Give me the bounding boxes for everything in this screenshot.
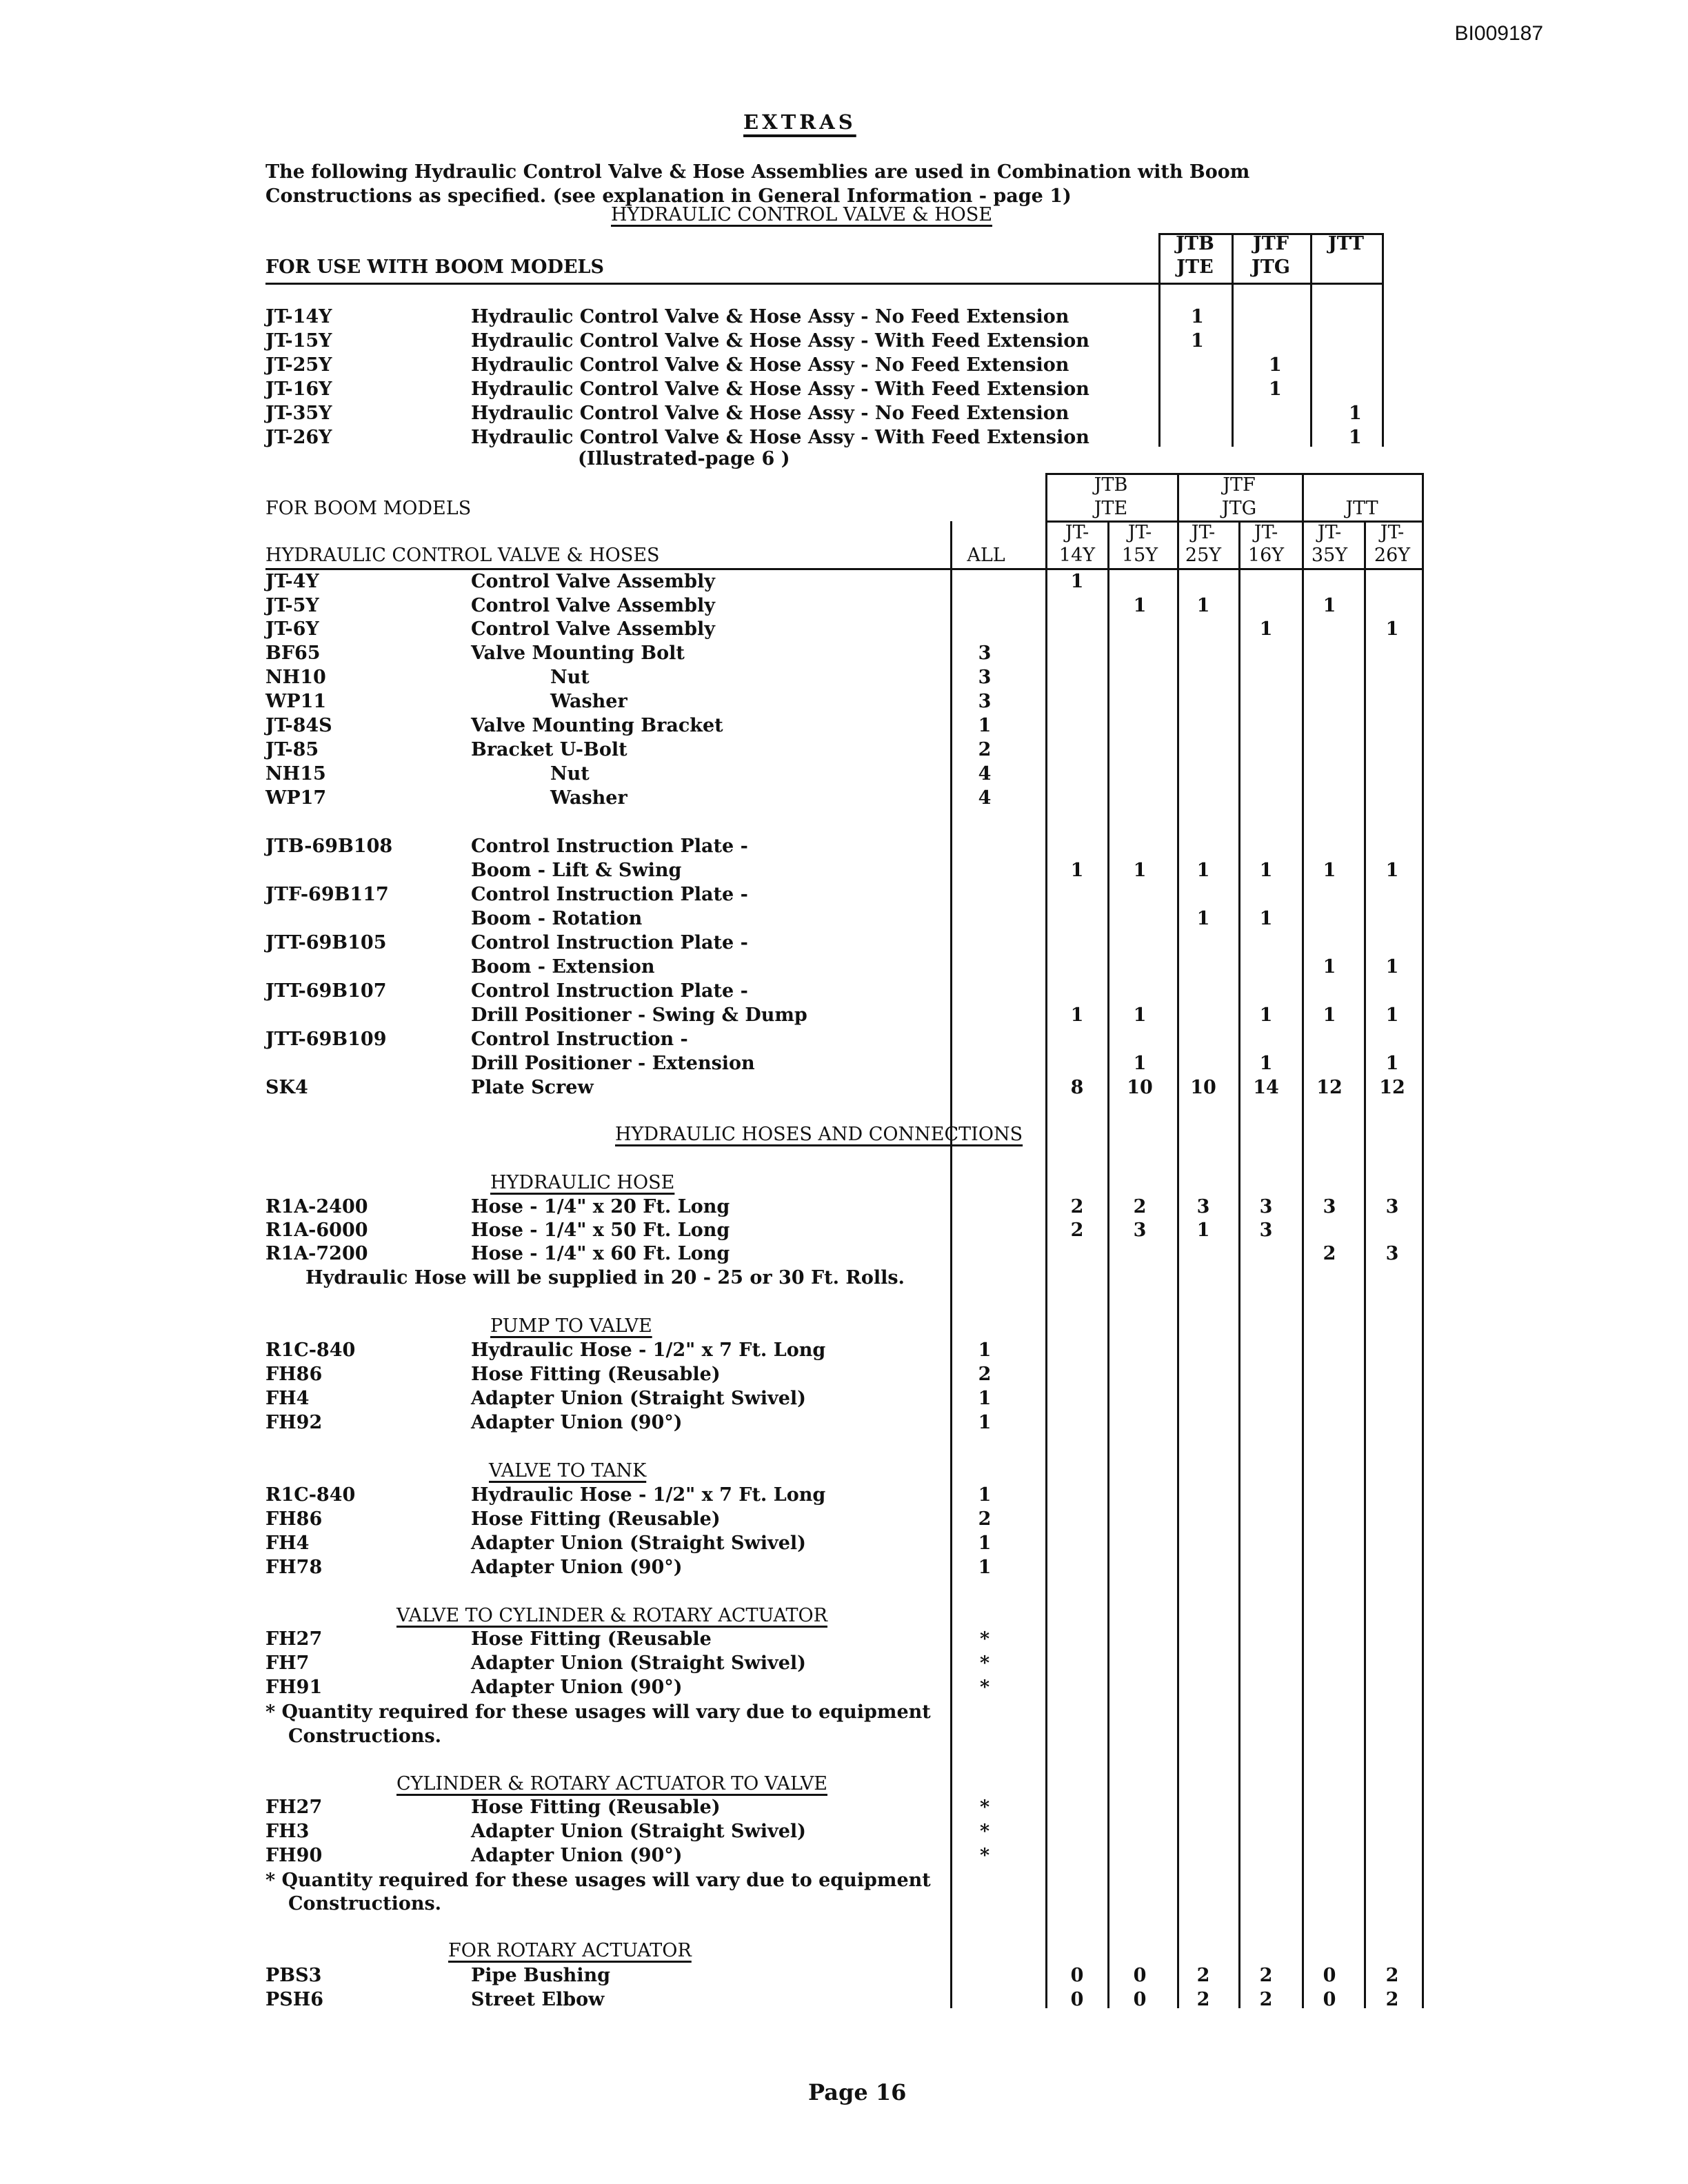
top-table-row-qty: 1 — [1191, 330, 1204, 352]
rotary-quantity: 0 — [1323, 1965, 1336, 1986]
part-description: Washer — [550, 787, 627, 809]
model-column-header: JT- — [1254, 522, 1278, 543]
group-header-top: JTF — [1223, 474, 1256, 496]
top-table-row-code: JT-26Y — [265, 427, 332, 448]
valve-to-cylinder-description: Adapter Union (90°) — [471, 1677, 683, 1698]
top-table-row-qty: 1 — [1349, 427, 1362, 448]
main-table-header-rule — [265, 568, 1422, 570]
part-description: Drill Positioner - Extension — [471, 1053, 755, 1074]
model-column-header: 16Y — [1247, 545, 1285, 566]
top-table-column-line — [1310, 233, 1312, 447]
cylinder-to-valve-all-quantity: * — [979, 1845, 990, 1866]
rotary-quantity: 2 — [1385, 1965, 1399, 1986]
part-code: JTF-69B117 — [265, 884, 389, 905]
top-table-col-header: JTF — [1252, 233, 1289, 254]
all-quantity: 2 — [978, 739, 992, 760]
quantity-note: * Quantity required for these usages will vary due to equipment — [265, 1870, 931, 1891]
model-column-header: 14Y — [1058, 545, 1096, 566]
top-table-row-desc: Hydraulic Control Valve & Hose Assy - No Feed Extension — [471, 306, 1069, 327]
part-description: Valve Mounting Bolt — [471, 643, 685, 664]
part-description: Nut — [550, 667, 590, 688]
pump-to-valve-code: R1C-840 — [265, 1339, 356, 1361]
group-header-top: JTB — [1094, 474, 1128, 496]
model-quantity: 1 — [1259, 908, 1273, 929]
all-quantity: 3 — [978, 667, 992, 688]
rotary-code: PSH6 — [265, 1989, 324, 2010]
main-table-header-valve-hoses: HYDRAULIC CONTROL VALVE & HOSES — [265, 545, 660, 566]
part-description: Control Valve Assembly — [471, 595, 715, 616]
top-table-header-rule — [265, 283, 1382, 285]
model-column-header: JT- — [1317, 522, 1342, 543]
quantity-note-cont: Constructions. — [288, 1726, 442, 1747]
model-quantity: 10 — [1127, 1077, 1153, 1098]
hose-quantity: 3 — [1133, 1220, 1147, 1241]
model-column-header: 25Y — [1185, 545, 1222, 566]
top-table-row-desc: Hydraulic Control Valve & Hose Assy - With Feed Extension — [471, 427, 1089, 448]
top-table-column-line — [1232, 233, 1234, 447]
quantity-note-cont: Constructions. — [288, 1893, 442, 1914]
top-table-col-header: JTT — [1328, 233, 1364, 254]
valve-to-cylinder-code: FH91 — [265, 1677, 323, 1698]
valve-to-cylinder-description: Adapter Union (Straight Swivel) — [471, 1652, 806, 1674]
model-column-header: 35Y — [1311, 545, 1348, 566]
model-column-header: 26Y — [1374, 545, 1411, 566]
hose-code: R1A-7200 — [265, 1243, 368, 1264]
hose-description: Hose - 1/4" x 20 Ft. Long — [471, 1196, 730, 1217]
part-description: Control Instruction Plate - — [471, 980, 748, 1002]
page-number: Page 16 — [808, 2079, 907, 2105]
model-quantity: 1 — [1323, 956, 1336, 978]
part-code: JT-84S — [265, 715, 332, 736]
rotary-quantity: 2 — [1259, 1965, 1273, 1986]
model-quantity: 1 — [1385, 956, 1399, 978]
model-quantity: 1 — [1196, 860, 1210, 881]
top-table-row-qty: 1 — [1349, 403, 1362, 424]
model-quantity: 1 — [1323, 1004, 1336, 1026]
valve-to-cylinder-title: VALVE TO CYLINDER & ROTARY ACTUATOR — [396, 1605, 827, 1626]
part-description: Nut — [550, 763, 590, 785]
top-table-row-desc: Hydraulic Control Valve & Hose Assy - With Feed Extension — [471, 330, 1089, 352]
model-quantity: 1 — [1259, 860, 1273, 881]
pump-to-valve-description: Adapter Union (90°) — [471, 1412, 683, 1433]
rotary-quantity: 0 — [1070, 1965, 1084, 1986]
part-code: BF65 — [265, 643, 321, 664]
part-description: Valve Mounting Bracket — [471, 715, 723, 736]
valve-to-tank-description: Hydraulic Hose - 1/2" x 7 Ft. Long — [471, 1484, 826, 1506]
part-code: NH15 — [265, 763, 326, 785]
pump-to-valve-title: PUMP TO VALVE — [490, 1315, 652, 1337]
valve-to-cylinder-description: Hose Fitting (Reusable — [471, 1628, 712, 1650]
rotary-quantity: 2 — [1259, 1989, 1273, 2010]
group-jtt-left-line — [1302, 473, 1304, 2008]
top-table-row-desc: Hydraulic Control Valve & Hose Assy - No Feed Extension — [471, 354, 1069, 376]
valve-to-tank-code: R1C-840 — [265, 1484, 356, 1506]
hydraulic-control-valve-hose-title: HYDRAULIC CONTROL VALVE & HOSE — [611, 204, 993, 225]
rotary-quantity: 0 — [1323, 1989, 1336, 2010]
cylinder-to-valve-code: FH3 — [265, 1821, 310, 1842]
quantity-note: * Quantity required for these usages will vary due to equipment — [265, 1701, 931, 1723]
part-description: Bracket U-Bolt — [471, 739, 627, 760]
part-description: Control Valve Assembly — [471, 571, 715, 592]
document-id: BI009187 — [1454, 22, 1543, 45]
hydraulic-hose-note: Hydraulic Hose will be supplied in 20 - 25 or 30 Ft. Rolls. — [305, 1267, 905, 1288]
cylinder-to-valve-all-quantity: * — [979, 1821, 990, 1842]
rotary-quantity: 0 — [1070, 1989, 1084, 2010]
hose-quantity: 2 — [1323, 1243, 1336, 1264]
valve-to-cylinder-all-quantity: * — [979, 1628, 990, 1650]
pump-to-valve-code: FH92 — [265, 1412, 323, 1433]
top-table-row-qty: 1 — [1269, 354, 1282, 376]
part-description: Control Valve Assembly — [471, 618, 715, 640]
cylinder-to-valve-all-quantity: * — [979, 1797, 990, 1818]
model-quantity: 1 — [1385, 860, 1399, 881]
part-description: Control Instruction Plate - — [471, 836, 748, 857]
part-description: Plate Screw — [471, 1077, 594, 1098]
valve-to-tank-description: Adapter Union (90°) — [471, 1557, 683, 1578]
rotary-quantity: 0 — [1133, 1989, 1147, 2010]
pump-to-valve-all-quantity: 1 — [978, 1339, 992, 1361]
part-description: Control Instruction - — [471, 1029, 688, 1050]
hose-description: Hose - 1/4" x 50 Ft. Long — [471, 1220, 730, 1241]
model-quantity: 1 — [1385, 618, 1399, 640]
part-code: SK4 — [265, 1077, 308, 1098]
illustrated-page-note: (Illustrated-page 6 ) — [578, 448, 790, 469]
cylinder-to-valve-description: Hose Fitting (Reusable) — [471, 1797, 721, 1818]
all-quantity: 4 — [978, 787, 992, 809]
model-quantity: 1 — [1323, 860, 1336, 881]
rotary-description: Street Elbow — [471, 1989, 605, 2010]
valve-to-cylinder-code: FH7 — [265, 1652, 310, 1674]
valve-to-tank-all-quantity: 2 — [978, 1508, 992, 1530]
part-code: JTT-69B107 — [265, 980, 387, 1002]
hydraulic-hose-title: HYDRAULIC HOSE — [490, 1172, 675, 1193]
hose-quantity: 2 — [1070, 1196, 1084, 1217]
part-code: JTB-69B108 — [265, 836, 393, 857]
part-description: Washer — [550, 691, 627, 712]
col-15y-line — [1107, 521, 1109, 2008]
part-description: Boom - Lift & Swing — [471, 860, 682, 881]
pump-to-valve-description: Hose Fitting (Reusable) — [471, 1364, 721, 1385]
part-code: WP11 — [265, 691, 327, 712]
valve-to-tank-code: FH4 — [265, 1533, 310, 1554]
hose-quantity: 3 — [1259, 1220, 1273, 1241]
part-code: JT-5Y — [265, 595, 319, 616]
part-code: JT-4Y — [265, 571, 319, 592]
pump-to-valve-code: FH4 — [265, 1388, 310, 1409]
model-quantity: 1 — [1259, 1004, 1273, 1026]
model-quantity: 1 — [1385, 1053, 1399, 1074]
valve-to-tank-all-quantity: 1 — [978, 1557, 992, 1578]
valve-to-cylinder-all-quantity: * — [979, 1677, 990, 1698]
hose-code: R1A-2400 — [265, 1196, 368, 1217]
top-table-col-header: JTG — [1252, 256, 1290, 278]
main-table-header-boom-models: FOR BOOM MODELS — [265, 498, 472, 519]
group-header-bottom: JTG — [1221, 498, 1257, 519]
hose-quantity: 3 — [1323, 1196, 1336, 1217]
pump-to-valve-description: Adapter Union (Straight Swivel) — [471, 1388, 806, 1409]
valve-to-tank-description: Hose Fitting (Reusable) — [471, 1508, 721, 1530]
top-table-col-header: JTE — [1176, 256, 1214, 278]
pump-to-valve-all-quantity: 1 — [978, 1412, 992, 1433]
top-table-col-header: JTB — [1176, 233, 1214, 254]
valve-to-cylinder-code: FH27 — [265, 1628, 323, 1650]
model-quantity: 12 — [1316, 1077, 1343, 1098]
model-column-header: JT- — [1191, 522, 1216, 543]
all-quantity: 1 — [978, 715, 992, 736]
top-table-row-qty: 1 — [1269, 378, 1282, 400]
hydraulic-hoses-connections-title: HYDRAULIC HOSES AND CONNECTIONS — [615, 1124, 1023, 1145]
cylinder-to-valve-title: CYLINDER & ROTARY ACTUATOR TO VALVE — [396, 1773, 827, 1794]
valve-to-tank-title: VALVE TO TANK — [489, 1460, 647, 1482]
rotary-code: PBS3 — [265, 1965, 322, 1986]
hose-quantity: 2 — [1133, 1196, 1147, 1217]
top-table-row-desc: Hydraulic Control Valve & Hose Assy - No Feed Extension — [471, 403, 1069, 424]
part-code: JT-6Y — [265, 618, 319, 640]
part-description: Drill Positioner - Swing & Dump — [471, 1004, 807, 1026]
top-table-row-code: JT-25Y — [265, 354, 332, 376]
all-quantity: 3 — [978, 691, 992, 712]
all-column-left-line — [950, 521, 952, 2008]
group-jtb-left-line — [1045, 473, 1047, 2008]
rotary-quantity: 2 — [1196, 1989, 1210, 2010]
model-column-header: 15Y — [1121, 545, 1158, 566]
model-column-header: JT- — [1065, 522, 1089, 543]
hose-quantity: 3 — [1259, 1196, 1273, 1217]
model-quantity: 1 — [1323, 595, 1336, 616]
rotary-actuator-title: FOR ROTARY ACTUATOR — [448, 1940, 692, 1961]
model-quantity: 1 — [1259, 618, 1273, 640]
hose-quantity: 3 — [1196, 1196, 1210, 1217]
pump-to-valve-all-quantity: 2 — [978, 1364, 992, 1385]
valve-to-cylinder-all-quantity: * — [979, 1652, 990, 1674]
model-quantity: 1 — [1070, 1004, 1084, 1026]
top-table-row-code: JT-15Y — [265, 330, 332, 352]
top-table-row-qty: 1 — [1191, 306, 1204, 327]
part-code: NH10 — [265, 667, 326, 688]
rotary-description: Pipe Bushing — [471, 1965, 611, 1986]
model-quantity: 10 — [1190, 1077, 1216, 1098]
cylinder-to-valve-code: FH27 — [265, 1797, 323, 1818]
model-quantity: 14 — [1253, 1077, 1279, 1098]
all-column-header: ALL — [967, 545, 1005, 566]
model-quantity: 1 — [1259, 1053, 1273, 1074]
top-table-row-code: JT-35Y — [265, 403, 332, 424]
model-quantity: 8 — [1070, 1077, 1084, 1098]
valve-to-tank-description: Adapter Union (Straight Swivel) — [471, 1533, 806, 1554]
all-quantity: 4 — [978, 763, 992, 785]
hose-description: Hose - 1/4" x 60 Ft. Long — [471, 1243, 730, 1264]
hose-quantity: 1 — [1196, 1220, 1210, 1241]
part-code: JTT-69B105 — [265, 932, 387, 953]
rotary-quantity: 0 — [1133, 1965, 1147, 1986]
cylinder-to-valve-description: Adapter Union (90°) — [471, 1845, 683, 1866]
cylinder-to-valve-description: Adapter Union (Straight Swivel) — [471, 1821, 806, 1842]
cylinder-to-valve-code: FH90 — [265, 1845, 323, 1866]
pump-to-valve-all-quantity: 1 — [978, 1388, 992, 1409]
col-16y-line — [1238, 521, 1240, 2008]
valve-to-tank-all-quantity: 1 — [978, 1533, 992, 1554]
hose-quantity: 3 — [1385, 1243, 1399, 1264]
model-quantity: 1 — [1070, 860, 1084, 881]
valve-to-tank-all-quantity: 1 — [978, 1484, 992, 1506]
model-quantity: 1 — [1385, 1004, 1399, 1026]
hose-quantity: 3 — [1385, 1196, 1399, 1217]
part-code: JTT-69B109 — [265, 1029, 387, 1050]
part-description: Boom - Extension — [471, 956, 655, 978]
valve-to-tank-code: FH78 — [265, 1557, 323, 1578]
top-table-row-code: JT-16Y — [265, 378, 332, 400]
group-header-bottom: JTE — [1094, 498, 1128, 519]
hose-quantity: 2 — [1070, 1220, 1084, 1241]
pump-to-valve-description: Hydraulic Hose - 1/2" x 7 Ft. Long — [471, 1339, 826, 1361]
group-jtf-left-line — [1177, 473, 1179, 2008]
model-quantity: 1 — [1196, 595, 1210, 616]
intro-text: The following Hydraulic Control Valve & Hose Assemblies are used in Combination with Boom Constructions as specified. (see explanation in General Information - page 1) — [265, 161, 1250, 207]
model-quantity: 1 — [1133, 1004, 1147, 1026]
part-description: Control Instruction Plate - — [471, 932, 748, 953]
top-table-header-label: FOR USE WITH BOOM MODELS — [265, 256, 605, 278]
model-column-header: JT- — [1380, 522, 1405, 543]
main-table-right-line — [1422, 473, 1424, 2008]
part-code: WP17 — [265, 787, 327, 809]
top-table-row-code: JT-14Y — [265, 306, 332, 327]
top-table-column-line — [1382, 233, 1384, 447]
all-quantity: 3 — [978, 643, 992, 664]
model-column-header: JT- — [1127, 522, 1152, 543]
group-header-bottom: JTT — [1345, 498, 1378, 519]
rotary-quantity: 2 — [1385, 1989, 1399, 2010]
col-26y-line — [1364, 521, 1366, 2008]
part-description: Control Instruction Plate - — [471, 884, 748, 905]
model-quantity: 1 — [1070, 571, 1084, 592]
rotary-quantity: 2 — [1196, 1965, 1210, 1986]
model-quantity: 1 — [1133, 1053, 1147, 1074]
pump-to-valve-code: FH86 — [265, 1364, 323, 1385]
model-quantity: 1 — [1133, 595, 1147, 616]
model-quantity: 12 — [1379, 1077, 1405, 1098]
top-table-row-desc: Hydraulic Control Valve & Hose Assy - With Feed Extension — [471, 378, 1089, 400]
top-table-column-line — [1158, 233, 1160, 447]
model-quantity: 1 — [1196, 908, 1210, 929]
part-description: Boom - Rotation — [471, 908, 643, 929]
valve-to-tank-code: FH86 — [265, 1508, 323, 1530]
model-quantity: 1 — [1133, 860, 1147, 881]
part-code: JT-85 — [265, 739, 319, 760]
extras-title: EXTRAS — [743, 110, 856, 134]
hose-code: R1A-6000 — [265, 1220, 368, 1241]
